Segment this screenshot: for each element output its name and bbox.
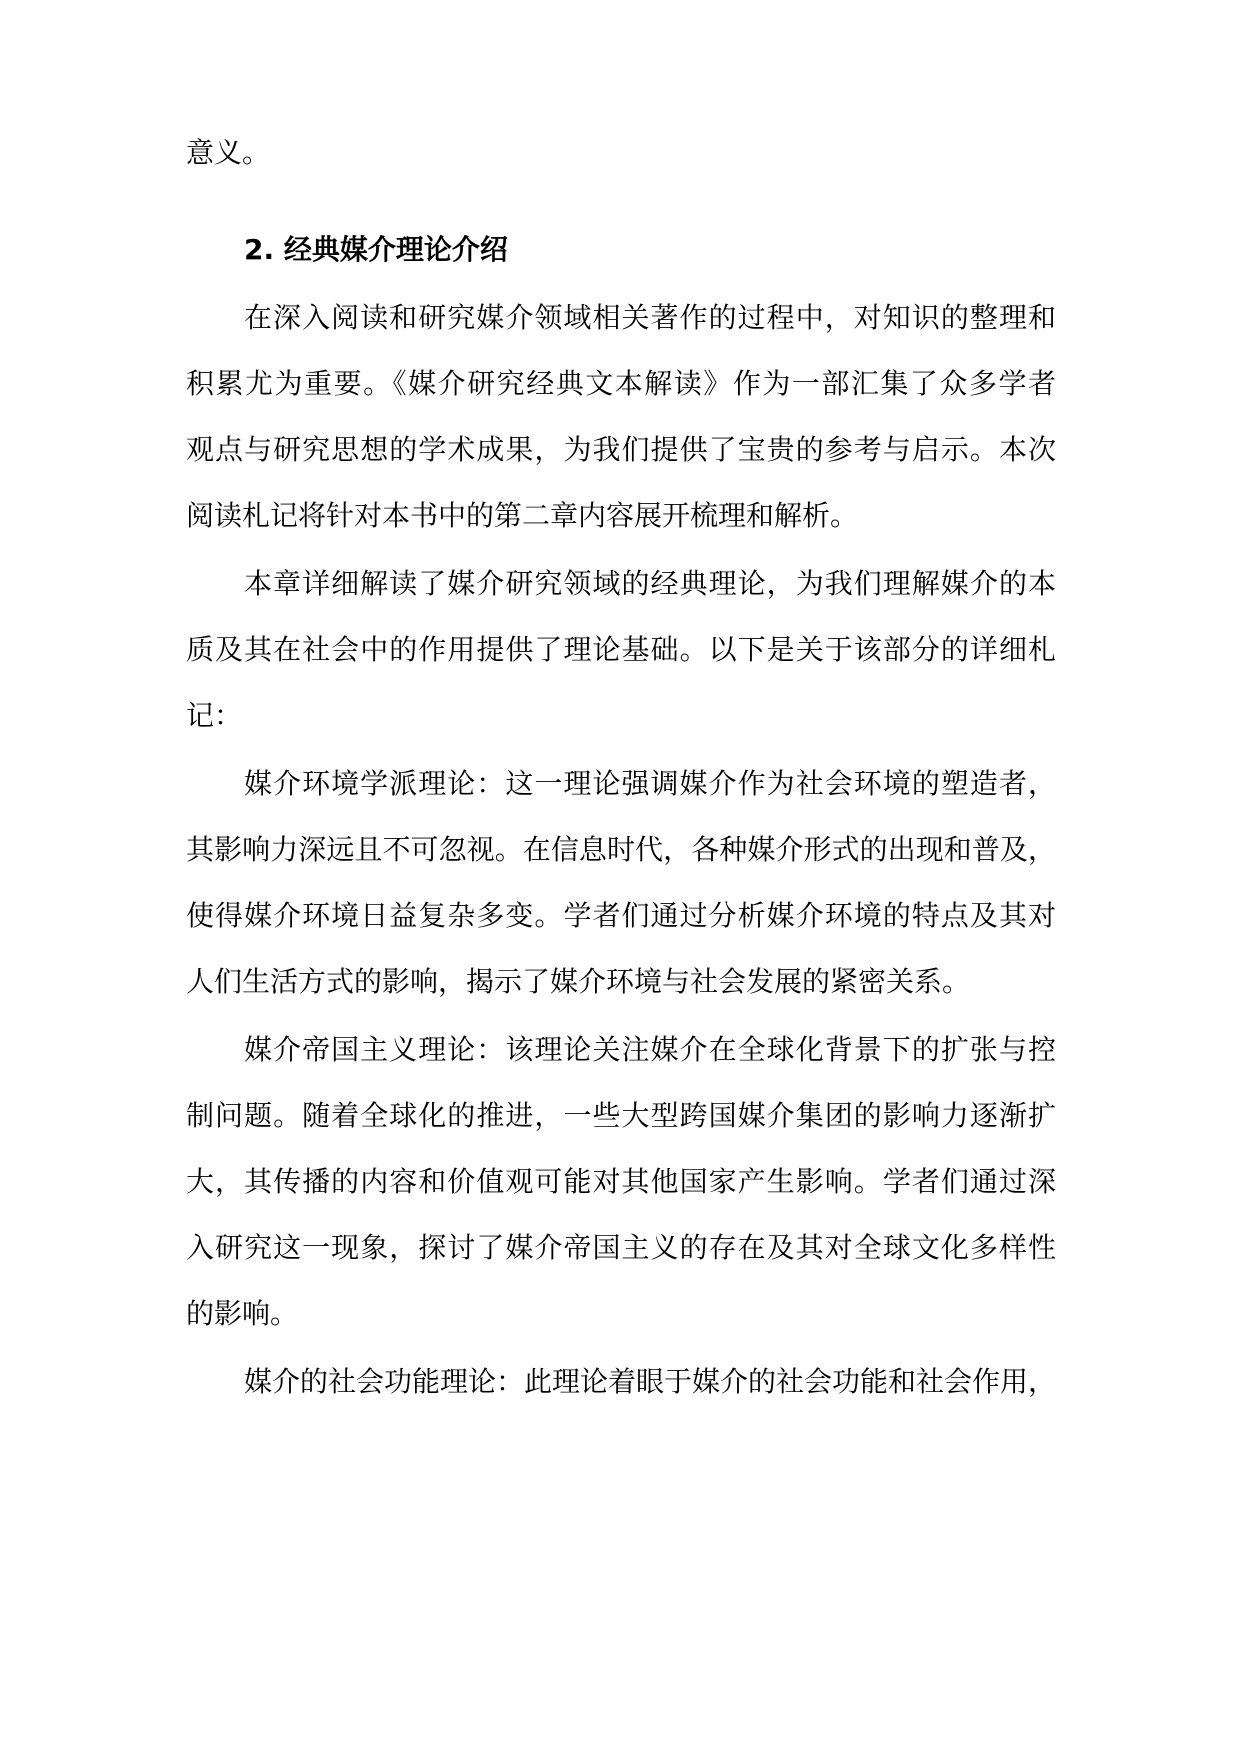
paragraph-line: 积累尤为重要。《媒介研究经典文本解读》作为一部汇集了众多学者 (186, 367, 1056, 400)
paragraph-line: 阅读札记将针对本书中的第二章内容展开梳理和解析。 (186, 499, 859, 532)
paragraph-line: 人们生活方式的影响，揭示了媒介环境与社会发展的紧密关系。 (186, 965, 971, 998)
paragraph-line: 在深入阅读和研究媒介领域相关著作的过程中，对知识的整理和 (244, 301, 1056, 334)
paragraph-line: 媒介帝国主义理论：该理论关注媒介在全球化背景下的扩张与控 (244, 1033, 1056, 1066)
paragraph-line: 本章详细解读了媒介研究领域的经典理论，为我们理解媒介的本 (244, 567, 1056, 600)
paragraph-line: 的影响。 (186, 1297, 299, 1330)
paragraph-line: 观点与研究思想的学术成果，为我们提供了宝贵的参考与启示。本次 (186, 433, 1056, 466)
prev-paragraph-tail: 意义。 (186, 136, 271, 169)
paragraph-line: 媒介环境学派理论：这一理论强调媒介作为社会环境的塑造者， (244, 767, 1056, 800)
paragraph-line: 使得媒介环境日益复杂多变。学者们通过分析媒介环境的特点及其对 (186, 899, 1056, 932)
paragraph-line: 质及其在社会中的作用提供了理论基础。以下是关于该部分的详细札 (186, 633, 1056, 666)
paragraph-line: 制问题。随着全球化的推进，一些大型跨国媒介集团的影响力逐渐扩 (186, 1099, 1056, 1132)
section-heading: 2. 经典媒介理论介绍 (244, 233, 508, 266)
paragraph-line: 其影响力深远且不可忽视。在信息时代，各种媒介形式的出现和普及， (186, 833, 1056, 866)
paragraph-line: 入研究这一现象，探讨了媒介帝国主义的存在及其对全球文化多样性 (186, 1231, 1056, 1264)
paragraph-line: 媒介的社会功能理论：此理论着眼于媒介的社会功能和社会作用， (244, 1365, 1057, 1398)
paragraph-line: 大，其传播的内容和价值观可能对其他国家产生影响。学者们通过深 (186, 1165, 1056, 1198)
paragraph-line: 记： (186, 699, 243, 732)
